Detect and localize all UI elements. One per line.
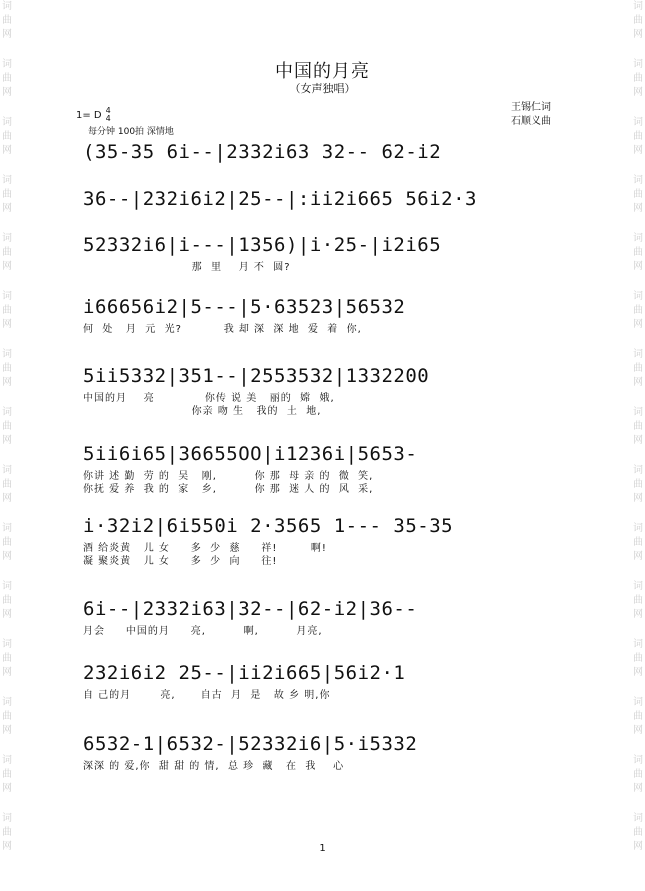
lyric-line: 月会 中国的月 亮, 啊, 月亮, xyxy=(83,626,323,637)
lyric-line: 中国的月 亮 你传 说 美 丽的 嫦 娥, xyxy=(83,393,335,404)
watermark-char: 曲 xyxy=(633,363,643,374)
watermark-char: 词 xyxy=(633,117,643,128)
watermark-char: 曲 xyxy=(633,421,643,432)
watermark-group xyxy=(633,464,643,506)
watermark-char: 网 xyxy=(633,319,643,330)
watermark-char: 词 xyxy=(2,407,12,418)
lyric-line: 你抚 爱 养 我 的 家 乡, 你 那 迷 人 的 风 采, xyxy=(83,484,374,495)
watermark-char: 词 xyxy=(633,407,643,418)
watermark-char: 曲 xyxy=(633,305,643,316)
watermark-group xyxy=(2,754,12,796)
notation-line: 52332i6|i---|1356)|i·25-|i2i65 xyxy=(83,234,442,256)
watermark-group xyxy=(633,580,643,622)
watermark-char: 网 xyxy=(2,667,12,678)
watermark-char: 词 xyxy=(2,523,12,534)
watermark-char: 词 xyxy=(2,233,12,244)
score-system xyxy=(83,443,563,496)
watermark-char: 曲 xyxy=(633,131,643,142)
watermark-char: 词 xyxy=(2,813,12,824)
watermark-char: 曲 xyxy=(633,711,643,722)
watermark-char: 网 xyxy=(2,783,12,794)
key-signature: 1= D xyxy=(76,109,102,121)
watermark-char: 网 xyxy=(633,87,643,98)
watermark-char: 词 xyxy=(633,291,643,302)
watermark-group xyxy=(2,406,12,448)
watermark-char: 网 xyxy=(633,551,643,562)
watermark-char: 词 xyxy=(2,349,12,360)
score-meta xyxy=(76,107,174,137)
notation-line: 5ii5332|351--|2553532|1332200 xyxy=(83,365,430,387)
watermark-char: 词 xyxy=(633,1,643,12)
watermark-char: 词 xyxy=(633,349,643,360)
watermark-char: 网 xyxy=(633,261,643,272)
watermark-char: 曲 xyxy=(2,247,12,258)
lyric-line: 凝 聚炎黄 儿 女 多 少 向 往! xyxy=(83,556,278,567)
watermark-group xyxy=(633,754,643,796)
watermark-char: 曲 xyxy=(633,479,643,490)
composer-credit: 石顺义曲 xyxy=(511,116,551,127)
watermark-char: 曲 xyxy=(2,479,12,490)
score-system xyxy=(83,234,563,274)
watermark-right xyxy=(631,0,645,891)
watermark-char: 网 xyxy=(2,29,12,40)
watermark-char: 词 xyxy=(633,465,643,476)
watermark-char: 网 xyxy=(633,145,643,156)
watermark-char: 网 xyxy=(633,377,643,388)
watermark-char: 词 xyxy=(2,175,12,186)
watermark-group xyxy=(2,174,12,216)
time-signature-bottom: 4 xyxy=(105,114,111,123)
key-signature-line xyxy=(76,107,174,123)
watermark-char: 曲 xyxy=(633,537,643,548)
watermark-char: 网 xyxy=(633,609,643,620)
watermark-char: 曲 xyxy=(633,73,643,84)
watermark-char: 词 xyxy=(633,175,643,186)
watermark-group xyxy=(2,290,12,332)
watermark-char: 曲 xyxy=(633,247,643,258)
time-signature-top: 4 xyxy=(105,106,111,115)
score-system xyxy=(83,598,563,638)
watermark-column-right xyxy=(631,0,645,870)
lyric-line: 自 己的月 亮, 自古 月 是 故 乡 明,你 xyxy=(83,690,331,701)
watermark-char: 曲 xyxy=(2,15,12,26)
watermark-char: 网 xyxy=(2,435,12,446)
watermark-char: 曲 xyxy=(633,15,643,26)
credits xyxy=(511,101,551,129)
watermark-char: 词 xyxy=(633,581,643,592)
score-system xyxy=(83,662,563,702)
watermark-group xyxy=(2,0,12,42)
watermark-char: 词 xyxy=(2,465,12,476)
page-number: 1 xyxy=(319,843,326,854)
watermark-char: 曲 xyxy=(2,827,12,838)
watermark-char: 网 xyxy=(2,841,12,852)
watermark-group xyxy=(633,232,643,274)
watermark-group xyxy=(2,638,12,680)
watermark-char: 词 xyxy=(633,755,643,766)
score-system xyxy=(83,188,563,210)
watermark-char: 曲 xyxy=(2,131,12,142)
watermark-char: 网 xyxy=(2,319,12,330)
notation-line: 36--|232i6i2|25--|:ii2i665 56i2·3 xyxy=(83,188,477,210)
watermark-char: 曲 xyxy=(633,827,643,838)
notation-line: (35-35 6i--|2332i63 32-- 62-i2 xyxy=(83,141,442,163)
watermark-char: 词 xyxy=(2,697,12,708)
watermark-char: 曲 xyxy=(2,595,12,606)
watermark-left xyxy=(0,0,14,891)
watermark-group xyxy=(633,696,643,738)
watermark-char: 曲 xyxy=(633,769,643,780)
watermark-group xyxy=(633,174,643,216)
lyric-line: 酒 给炎黄 儿 女 多 少 慈 祥! 啊! xyxy=(83,543,327,554)
watermark-char: 曲 xyxy=(2,769,12,780)
watermark-char: 词 xyxy=(2,581,12,592)
watermark-group xyxy=(2,116,12,158)
song-subtitle: （女声独唱） xyxy=(289,82,356,95)
watermark-char: 网 xyxy=(2,145,12,156)
tempo-marking: 每分钟 100拍 深情地 xyxy=(88,127,174,137)
lyric-line: 那 里 月 不 圆? xyxy=(83,262,291,273)
notation-line: 6i--|2332i63|32--|62-i2|36-- xyxy=(83,598,418,620)
watermark-group xyxy=(633,0,643,42)
watermark-char: 网 xyxy=(633,841,643,852)
watermark-char: 曲 xyxy=(2,653,12,664)
lyric-line: 深深 的 爱,你 甜 甜 的 情, 总 珍 藏 在 我 心 xyxy=(83,761,345,772)
score-system xyxy=(83,296,563,336)
watermark-char: 网 xyxy=(2,725,12,736)
watermark-char: 词 xyxy=(2,117,12,128)
watermark-char: 词 xyxy=(633,813,643,824)
lyric-line: 何 处 月 元 光? 我 却 深 深 地 爱 着 你, xyxy=(83,324,362,335)
score-system xyxy=(83,141,563,163)
watermark-group xyxy=(2,580,12,622)
watermark-char: 词 xyxy=(2,1,12,12)
watermark-group xyxy=(2,232,12,274)
watermark-char: 词 xyxy=(633,233,643,244)
watermark-char: 词 xyxy=(2,639,12,650)
lyric-line: 你亲 吻 生 我的 土 地, xyxy=(83,406,322,417)
watermark-char: 网 xyxy=(2,551,12,562)
watermark-char: 网 xyxy=(633,667,643,678)
watermark-group xyxy=(2,522,12,564)
watermark-group xyxy=(2,696,12,738)
watermark-char: 曲 xyxy=(633,653,643,664)
watermark-group xyxy=(633,406,643,448)
watermark-group xyxy=(633,348,643,390)
watermark-char: 曲 xyxy=(2,711,12,722)
notation-line: 6532-1|6532-|52332i6|5·i5332 xyxy=(83,733,418,755)
watermark-char: 曲 xyxy=(633,595,643,606)
watermark-char: 网 xyxy=(633,783,643,794)
watermark-char: 词 xyxy=(633,639,643,650)
watermark-char: 网 xyxy=(2,377,12,388)
watermark-group xyxy=(2,464,12,506)
watermark-char: 网 xyxy=(2,203,12,214)
watermark-char: 曲 xyxy=(2,421,12,432)
notation-line: i66656i2|5---|5·63523|56532 xyxy=(83,296,406,318)
score-system xyxy=(83,515,563,568)
watermark-char: 网 xyxy=(633,203,643,214)
watermark-group xyxy=(633,522,643,564)
watermark-char: 网 xyxy=(633,435,643,446)
watermark-char: 词 xyxy=(633,697,643,708)
watermark-char: 网 xyxy=(2,493,12,504)
time-signature xyxy=(106,107,111,123)
watermark-group xyxy=(633,290,643,332)
score-system xyxy=(83,365,563,418)
watermark-char: 词 xyxy=(633,59,643,70)
watermark-char: 网 xyxy=(2,87,12,98)
watermark-char: 曲 xyxy=(2,189,12,200)
watermark-char: 词 xyxy=(2,59,12,70)
song-title: 中国的月亮 xyxy=(275,61,370,82)
watermark-char: 网 xyxy=(633,493,643,504)
watermark-group xyxy=(633,116,643,158)
watermark-char: 网 xyxy=(633,725,643,736)
lyric-line: 你讲 述 勤 劳 的 吴 刚, 你 那 母 亲 的 微 笑, xyxy=(83,471,374,482)
notation-line: 232i6i2 25--|ii2i665|56i2·1 xyxy=(83,662,406,684)
watermark-group xyxy=(633,638,643,680)
watermark-char: 曲 xyxy=(2,537,12,548)
score-system xyxy=(83,733,563,773)
watermark-char: 曲 xyxy=(2,305,12,316)
watermark-group xyxy=(2,348,12,390)
watermark-char: 词 xyxy=(2,755,12,766)
watermark-char: 曲 xyxy=(2,363,12,374)
watermark-column-left xyxy=(0,0,14,870)
notation-line: 5ii6i65|36655OO|i1236i|5653- xyxy=(83,443,418,465)
watermark-char: 网 xyxy=(633,29,643,40)
watermark-char: 词 xyxy=(2,291,12,302)
watermark-char: 曲 xyxy=(2,73,12,84)
notation-line: i·32i2|6i550i 2·3565 1--- 35-35 xyxy=(83,515,454,537)
lyricist-credit: 王锡仁词 xyxy=(511,102,551,113)
watermark-char: 词 xyxy=(633,523,643,534)
watermark-char: 网 xyxy=(2,261,12,272)
watermark-char: 网 xyxy=(2,609,12,620)
watermark-char: 曲 xyxy=(633,189,643,200)
